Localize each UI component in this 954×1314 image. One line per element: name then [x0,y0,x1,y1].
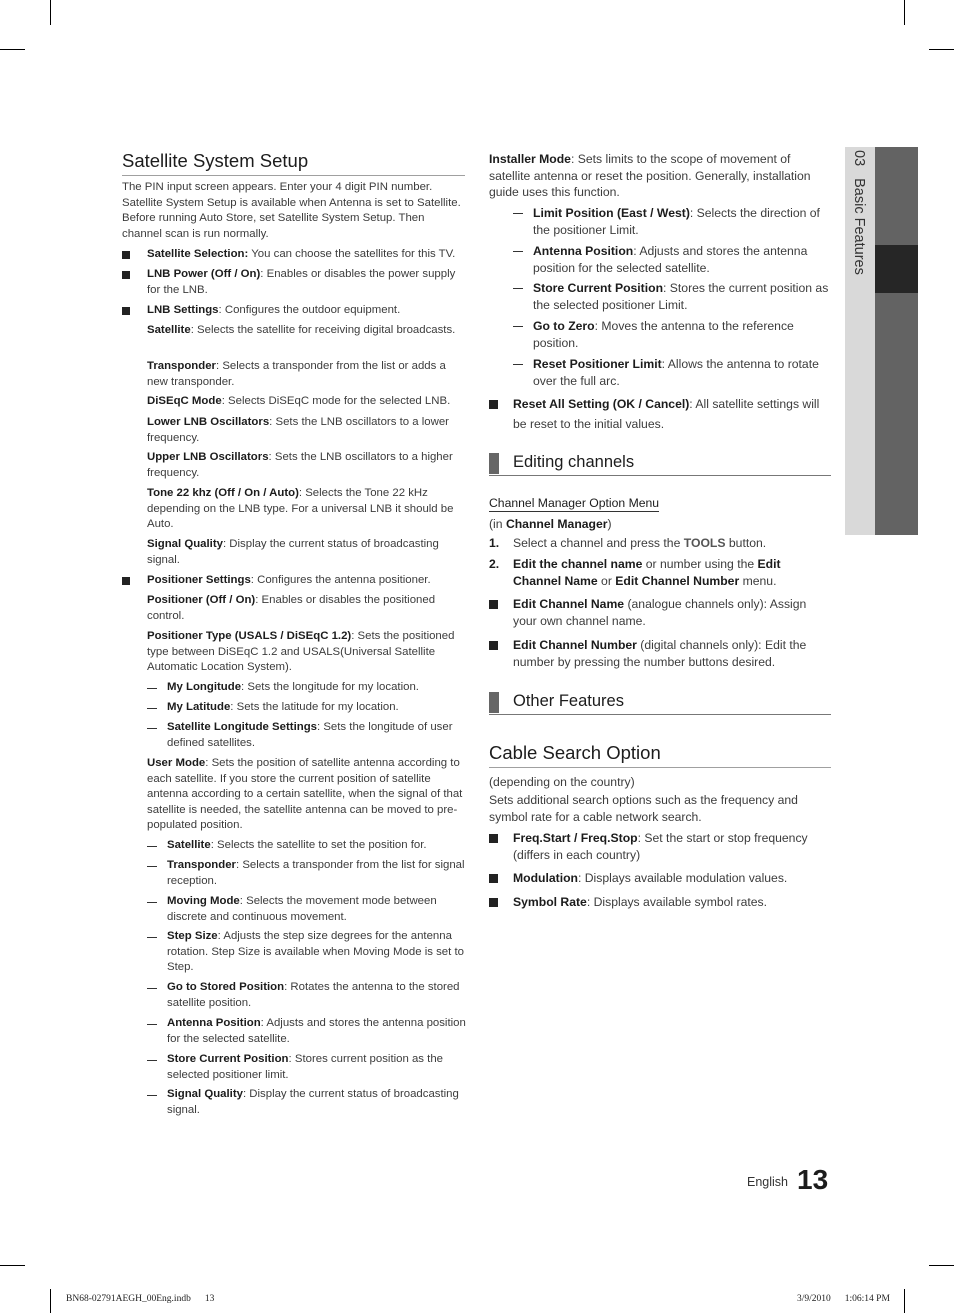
list-item [489,596,831,629]
item-text: : Adjusts the step size degrees for the antenna rotation. Step Size is available when Moving Mode is set to Step. [167,930,464,974]
dash-item [513,318,831,351]
context-term: Channel Manager [505,517,608,531]
page-number: 13 [797,1164,829,1195]
sub-item [147,486,469,533]
step-number: 2. [489,557,500,571]
list-item-reset-all [489,394,831,434]
item-term: Upper LNB Oscillators [147,451,269,463]
dash-item [147,1052,469,1083]
bullet-icon [489,400,498,409]
menu-title: Channel Manager Option Menu [489,496,660,510]
item-text: : Selects the satellite to set the position for. [210,839,427,851]
item-term: Transponder [147,360,216,372]
item-term: LNB Power (Off / On) [147,268,261,280]
slug-date: 3/9/2010 [797,1294,831,1304]
item-term: Edit Channel Name [513,597,625,611]
item-text: : Selects DiSEqC mode for the selected LNB. [221,395,451,407]
list-item [489,894,831,911]
list-item [489,637,831,670]
subheading-editing-channels: Editing channels [513,453,635,471]
dash-item [513,356,831,389]
bullet-icon [489,600,498,609]
item-term: Tone 22 khz (Off / On / Auto) [147,487,299,499]
item-term: DiSEqC Mode [147,395,222,407]
crop-mark [0,49,25,50]
numbered-step [489,556,831,589]
dash-item [513,280,831,313]
chapter-title: Basic Features [851,178,867,275]
chapter-tab-active-marker [875,245,918,293]
step-text: or [597,573,616,588]
dash-item [147,980,469,1011]
item-term: Antenna Position [533,244,634,258]
item-term: Go to Zero [533,319,595,333]
dash-icon [513,326,523,327]
item-term: Store Current Position [167,1053,289,1065]
item-text: : Sets the latitude for my location. [230,701,399,713]
item-term: Satellite Longitude Settings [167,721,317,733]
slug-time: 1:06:14 PM [844,1294,890,1304]
numbered-step [489,535,831,552]
item-term: Symbol Rate [513,895,587,909]
menu-context [489,516,831,533]
item-term: Go to Stored Position [167,981,285,993]
crop-mark [50,1289,51,1313]
item-text: : Sets limits to the scope of movement of satellite antenna or reset the position. Generally, installation guide uses this function. [489,152,811,200]
item-term: Moving Mode [167,895,240,907]
item-text: You can choose the satellites for this TV. [248,248,456,260]
chapter-number: 03 [851,150,867,167]
item-text: : Sets the LNB oscillators to a higher frequency. [147,451,453,479]
item-term: Reset Positioner Limit [533,357,662,371]
sub-item [147,537,469,568]
step-term: Edit the channel name [513,557,643,571]
list-item [122,267,469,298]
bullet-icon [122,251,130,259]
subheading-bar [489,453,499,474]
item-term: Freq.Start / Freq.Stop [513,831,638,845]
bullet-icon [122,271,130,279]
item-text: (analogue channels only): Assign your own channel name. [513,597,807,628]
item-term: Reset All Setting (OK / Cancel) [513,397,690,411]
bullet-icon [122,577,130,585]
dash-item [147,720,469,751]
item-term: Signal Quality [167,1088,243,1100]
item-text: : Selects the Tone 22 kHz depending on the LNB type. For a universal LNB it should be Auto. [147,487,454,531]
item-term: Lower LNB Oscillators [147,416,270,428]
dash-icon [147,688,157,689]
dash-icon [147,728,157,729]
dash-icon [147,846,157,847]
sub-item [147,359,469,390]
dash-item [147,894,469,925]
item-text: : Sets the longitude for my location. [241,681,419,693]
dash-icon [513,288,523,289]
crop-mark [0,1265,25,1266]
item-text: : Display the current status of broadcasting signal. [147,538,439,566]
sub-item [147,323,469,339]
item-text: (digital channels only): Edit the number by pressing the number buttons desired. [513,638,807,669]
heading-rule [122,175,465,176]
item-text: : Moves the antenna to the reference position. [533,319,794,350]
dash-icon [147,988,157,989]
item-term: Signal Quality [147,538,223,550]
dash-item [147,929,469,976]
item-term: User Mode [147,757,206,769]
print-slug-date [797,1293,890,1305]
item-term: My Longitude [167,681,242,693]
cable-search-description: Sets additional search options such as the frequency and symbol rate for a cable network search. [489,793,798,824]
step-term: Edit Channel Number [615,573,740,588]
item-text: : Displays available symbol rates. [586,895,768,909]
subheading-bar [489,692,499,713]
item-text: : Configures the outdoor equipment. [218,304,401,316]
sub-item [147,394,469,410]
cable-search-note: (depending on the country) [489,775,635,789]
dash-item [513,205,831,238]
item-text: : Enables or disables the positioned control. [147,594,436,622]
item-term: Store Current Position [533,281,664,295]
item-text: : Enables or disables the power supply for the LNB. [147,268,456,296]
item-term: Satellite [147,324,191,336]
item-text: : Selects a transponder from the list for signal reception. [167,859,465,887]
subheading-rule [489,714,831,715]
intro-paragraph: The PIN input screen appears. Enter your 4 digit PIN number. Satellite System Setup is available when Antenna is set to Satellite. Before running Auto Store, set Satellite System Setup. Then channel scan is run normally. [122,181,461,240]
crop-mark [929,49,954,50]
item-text: : Selects the direction of the positioner Limit. [533,206,820,237]
item-text: : Stores the current position as the selected positioner Limit. [533,281,829,312]
item-text: : Set the start or stop frequency (differs in each country) [513,831,808,862]
item-text: : Sets the longitude of user defined satellites. [167,721,453,749]
item-term: Antenna Position [167,1017,261,1029]
list-item [122,573,469,589]
item-text: : Allows the antenna to rotate over the full arc. [533,357,819,388]
item-text: : Configures the antenna positioner. [250,574,431,586]
dash-icon [513,251,523,252]
step-text: Select a channel and press the [513,536,684,550]
bullet-icon [489,834,498,843]
crop-mark [929,1265,954,1266]
dash-icon [147,1024,157,1025]
dash-icon [147,866,157,867]
subheading-rule [489,475,831,476]
crop-mark [50,0,51,25]
item-term: Positioner (Off / On) [147,594,256,606]
item-text: : All satellite settings will be reset to the initial values. [513,397,820,431]
dash-icon [147,1095,157,1096]
list-item [489,830,831,863]
section-heading-cable-search-option: Cable Search Option [489,742,661,763]
item-text: : Sets the position of satellite antenna according to each satellite. If you store the current position of satellite antenna according to a certain satellite, when the signal of that satellite is needed, the satellite antenna can be moved to pre-populated position. [147,757,463,832]
dash-item [147,858,469,889]
dash-icon [147,937,157,938]
crop-mark [904,0,905,25]
item-text: : Selects the satellite for receiving digital broadcasts. [190,324,456,336]
slug-file: BN68-02791AEGH_00Eng.indb [66,1294,191,1304]
chapter-tab-label [850,150,867,275]
item-term: Satellite Selection: [147,248,249,260]
item-term: Edit Channel Number [513,638,637,652]
context-text: (in [489,517,506,531]
step-number: 1. [489,536,500,550]
step-text: button. [725,536,767,550]
item-text: : Selects the movement mode between discrete and continuous movement. [167,895,437,923]
item-term: Transponder [167,859,236,871]
dash-item [147,1016,469,1047]
dash-item [147,700,469,716]
menu-title-block [489,495,831,512]
item-text: : Sets the positioned type between DiSEqC 1.2 and USALS(Universal Satellite Automatic Location System). [147,630,455,674]
item-text: : Displays available modulation values. [577,871,788,885]
item-text: : Selects a transponder from the list or adds a new transponder. [147,360,446,388]
crop-mark [904,1289,905,1313]
item-term: Positioner Settings [147,574,251,586]
step-text: menu. [739,573,777,588]
item-term: Installer Mode [489,152,571,166]
subheading-other-features: Other Features [513,692,624,710]
dash-item [513,243,831,276]
print-slug-file [66,1293,214,1305]
item-term: Limit Position (East / West) [533,206,690,220]
item-term: My Latitude [167,701,231,713]
step-term: Edit Channel Name [513,557,781,588]
slug-page: 13 [204,1294,215,1304]
dash-icon [513,213,523,214]
sub-item [147,629,469,676]
sub-item [147,756,469,834]
dash-icon [147,1060,157,1061]
item-term: LNB Settings [147,304,219,316]
chapter-tab-strip [875,147,918,535]
step-term: TOOLS [683,536,726,550]
bullet-icon [122,307,130,315]
section-heading-satellite-system-setup: Satellite System Setup [122,150,309,171]
dash-icon [147,708,157,709]
sub-item [147,450,469,481]
list-item [122,303,469,319]
step-text: or number using the [642,557,758,571]
dash-item [147,838,469,854]
item-term: Satellite [167,839,211,851]
item-text: : Adjusts and stores the antenna position for the selected satellite. [167,1017,466,1045]
item-text: : Rotates the antenna to the stored satellite position. [167,981,460,1009]
item-text: : Display the current status of broadcasting signal. [167,1088,459,1116]
context-text: ) [607,517,612,531]
item-text: : Sets the LNB oscillators to a lower frequency. [147,416,449,444]
item-term: Positioner Type (USALS / DiSEqC 1.2) [147,630,352,642]
dash-item [147,680,469,696]
dash-icon [513,364,523,365]
item-term: Step Size [167,930,218,942]
list-item [489,870,831,887]
sub-item [147,593,469,624]
item-term: Modulation [513,871,578,885]
item-text: : Stores current position as the selected positioner limit. [167,1053,444,1081]
footer-language: English [747,1175,788,1189]
installer-mode-paragraph [489,151,831,201]
item-text: : Adjusts and stores the antenna position for the selected satellite. [533,244,808,275]
sub-item [147,415,469,446]
dash-item [147,1087,469,1118]
bullet-icon [489,641,498,650]
bullet-icon [489,898,498,907]
heading-rule [489,767,831,768]
list-item [122,247,469,263]
dash-icon [147,902,157,903]
bullet-icon [489,874,498,883]
